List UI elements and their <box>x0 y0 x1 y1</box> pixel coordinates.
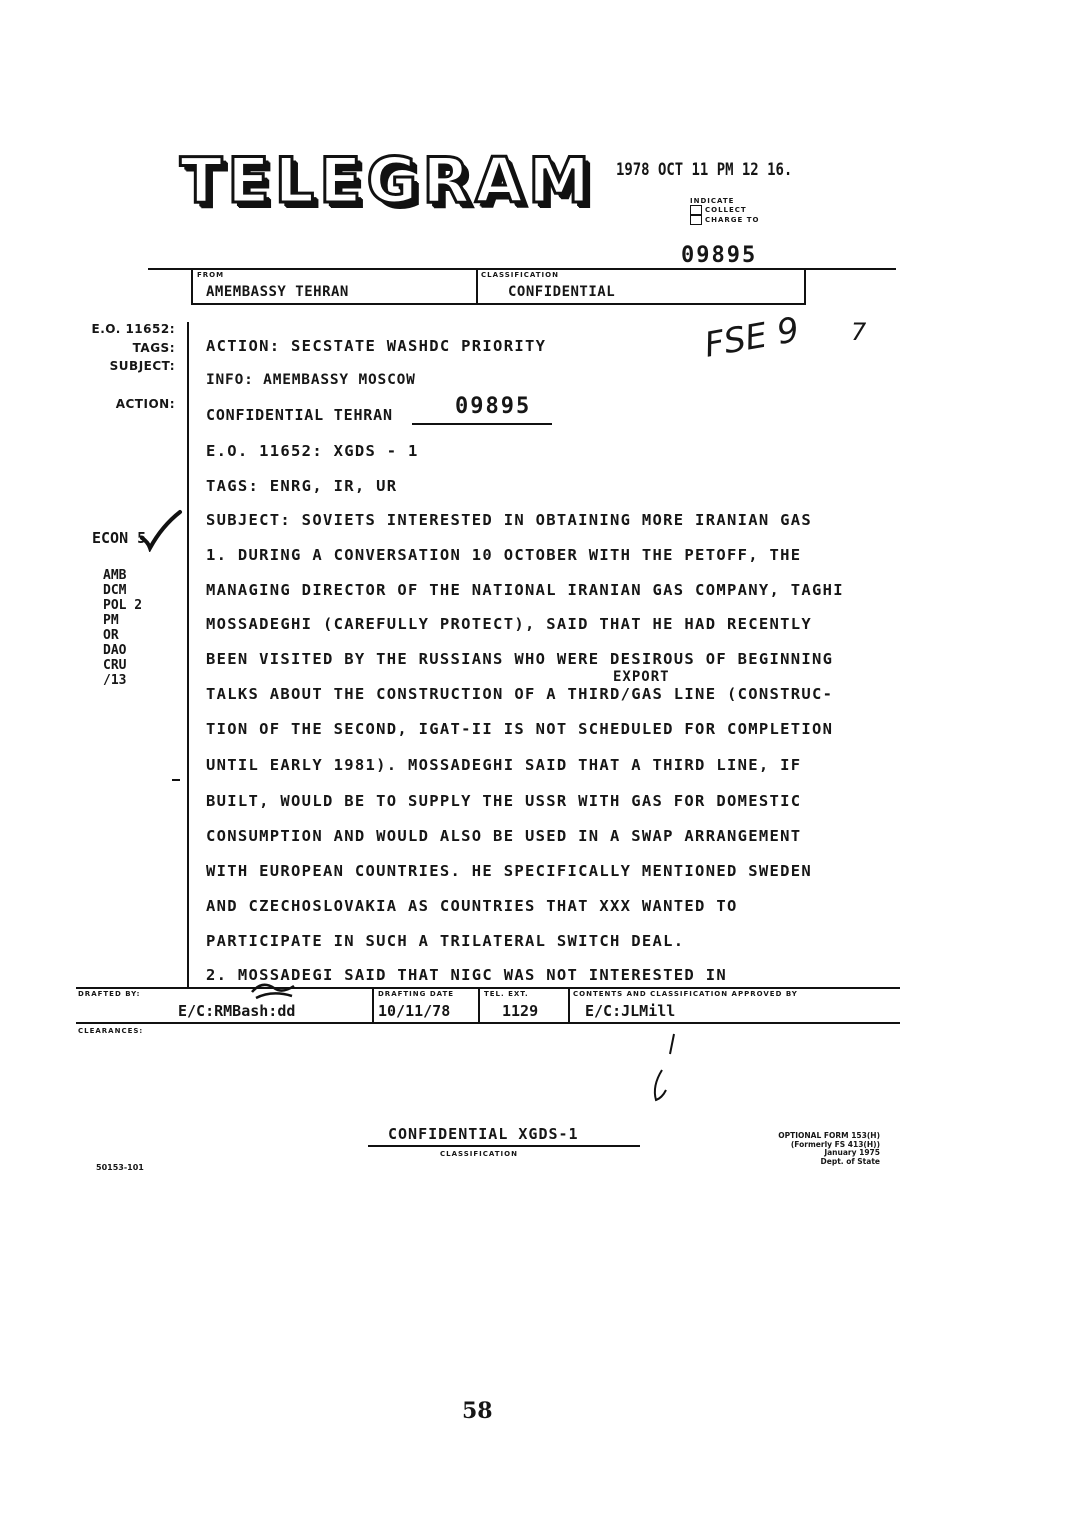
subject-line: SUBJECT: SOVIETS INTERESTED IN OBTAINING MORE IRANIAN GAS <box>206 511 813 529</box>
body-line: WITH EUROPEAN COUNTRIES. HE SPECIFICALLY MENTIONED SWEDEN <box>206 862 813 880</box>
tags-label: TAGS: <box>132 341 175 355</box>
footer-top-rule <box>76 987 900 989</box>
class-right-border <box>804 268 806 304</box>
approved-by-value: E/C:JLMill <box>585 1002 676 1020</box>
margin-tick <box>172 779 180 781</box>
form-line: January 1975 <box>824 1148 880 1157</box>
conf-number: 09895 <box>455 394 532 419</box>
pen-stroke-icon <box>640 1030 690 1105</box>
from-divider <box>476 268 478 304</box>
clearances-label: CLEARANCES: <box>78 1027 144 1035</box>
routing-item: AMB <box>103 568 127 583</box>
initials-scribble-icon <box>248 978 298 1004</box>
approved-by-label: CONTENTS AND CLASSIFICATION APPROVED BY <box>573 990 798 998</box>
form-line: Dept. of State <box>820 1156 880 1166</box>
telegram-number: 09895 <box>681 243 758 268</box>
tags-line: TAGS: ENRG, IR, UR <box>206 477 398 495</box>
drafting-date-value: 10/11/78 <box>378 1002 451 1020</box>
routing-item: DAO <box>103 643 127 658</box>
indicate-block <box>690 197 760 225</box>
body-line: CONSUMPTION AND WOULD ALSO BE USED IN A SWAP ARRANGEMENT <box>206 827 802 845</box>
eo-label: E.O. 11652: <box>91 322 175 336</box>
subject-label: SUBJECT: <box>109 359 175 373</box>
footer-divider <box>372 987 374 1023</box>
drafted-by-value: E/C:RMBash:dd <box>178 1002 296 1020</box>
indicate-label: INDICATE <box>690 197 735 205</box>
top-rule <box>148 268 896 270</box>
tel-ext-label: TEL. EXT. <box>484 990 529 998</box>
telegram-title: TELEGRAM <box>180 144 595 217</box>
bottom-classification-rule <box>368 1145 640 1147</box>
form-code: 50153-101 <box>96 1163 144 1172</box>
info-line: INFO: AMEMBASSY MOSCOW <box>206 372 416 388</box>
body-left-border <box>187 322 189 989</box>
handwritten-mark: 7 <box>851 318 867 346</box>
body-line: MANAGING DIRECTOR OF THE NATIONAL IRANIAN GAS COMPANY, TAGHI <box>206 581 844 599</box>
footer-divider <box>568 987 570 1023</box>
econ-mark: 5 <box>137 529 147 547</box>
econ-label: ECON <box>92 529 129 547</box>
body-line: TALKS ABOUT THE CONSTRUCTION OF A THIRD/GAS LINE (CONSTRUC- <box>206 685 834 703</box>
time-stamp: 1978 OCT 11 PM 12 16. <box>616 160 793 180</box>
body-line: AND CZECHOSLOVAKIA AS COUNTRIES THAT XXX WANTED TO <box>206 897 738 915</box>
form-line: (Formerly FS 413(H)) <box>790 1139 880 1149</box>
form-info <box>738 1132 880 1166</box>
collect-checkbox <box>690 205 702 215</box>
action-label: ACTION: <box>115 397 175 411</box>
collect-option: COLLECT <box>690 205 760 215</box>
routing-item: PM <box>103 613 119 628</box>
body-line: BUILT, WOULD BE TO SUPPLY THE USSR WITH GAS FOR DOMESTIC <box>206 792 802 810</box>
footer-bottom-rule <box>76 1022 900 1024</box>
body-line: PARTICIPATE IN SUCH A TRILATERAL SWITCH DEAL. <box>206 932 685 950</box>
body-line: 2. MOSSADEGI SAID THAT NIGC WAS NOT INTERESTED IN <box>206 966 727 984</box>
routing-list <box>103 568 142 688</box>
routing-item: /13 <box>103 673 127 688</box>
handwritten-fse: FSE 9 <box>701 309 803 366</box>
bottom-classification-label: CLASSIFICATION <box>440 1150 518 1158</box>
routing-item: POL 2 <box>103 598 143 613</box>
from-label: FROM <box>197 271 225 279</box>
charge-option: CHARGE TO <box>690 215 760 225</box>
from-left-border <box>191 268 193 304</box>
eo-line: E.O. 11652: XGDS - 1 <box>206 442 419 460</box>
body-line: 1. DURING A CONVERSATION 10 OCTOBER WITH THE PETOFF, THE <box>206 546 802 564</box>
conf-underline <box>412 423 552 425</box>
drafting-date-label: DRAFTING DATE <box>378 990 455 998</box>
routing-item: DCM <box>103 583 127 598</box>
form-line: OPTIONAL FORM 153(H) <box>778 1131 880 1140</box>
drafted-by-label: DRAFTED BY: <box>78 990 141 998</box>
body-line: UNTIL EARLY 1981). MOSSADEGHI SAID THAT A THIRD LINE, IF <box>206 756 802 774</box>
classification-label: CLASSIFICATION <box>481 271 559 279</box>
body-line: TION OF THE SECOND, IGAT-II IS NOT SCHEDULED FOR COMPLETION <box>206 720 834 738</box>
tel-ext-value: 1129 <box>502 1002 539 1020</box>
page-number: 58 <box>462 1398 493 1424</box>
body-line: MOSSADEGHI (CAREFULLY PROTECT), SAID THAT HE HAD RECENTLY <box>206 615 813 633</box>
routing-item: CRU <box>103 658 127 673</box>
routing-item: OR <box>103 628 119 643</box>
footer-divider <box>478 987 480 1023</box>
conf-prefix: CONFIDENTIAL TEHRAN <box>206 406 393 424</box>
action-line: ACTION: SECSTATE WASHDC PRIORITY <box>206 337 547 355</box>
checkmark-icon <box>138 508 183 552</box>
from-bottom-rule <box>191 303 806 305</box>
body-line: BEEN VISITED BY THE RUSSIANS WHO WERE DESIROUS OF BEGINNING <box>206 650 834 668</box>
charge-checkbox <box>690 215 702 225</box>
bottom-classification: CONFIDENTIAL XGDS-1 <box>388 1125 579 1143</box>
export-insertion: EXPORT <box>613 669 670 685</box>
from-value: AMEMBASSY TEHRAN <box>206 284 349 300</box>
classification-value: CONFIDENTIAL <box>508 284 616 300</box>
